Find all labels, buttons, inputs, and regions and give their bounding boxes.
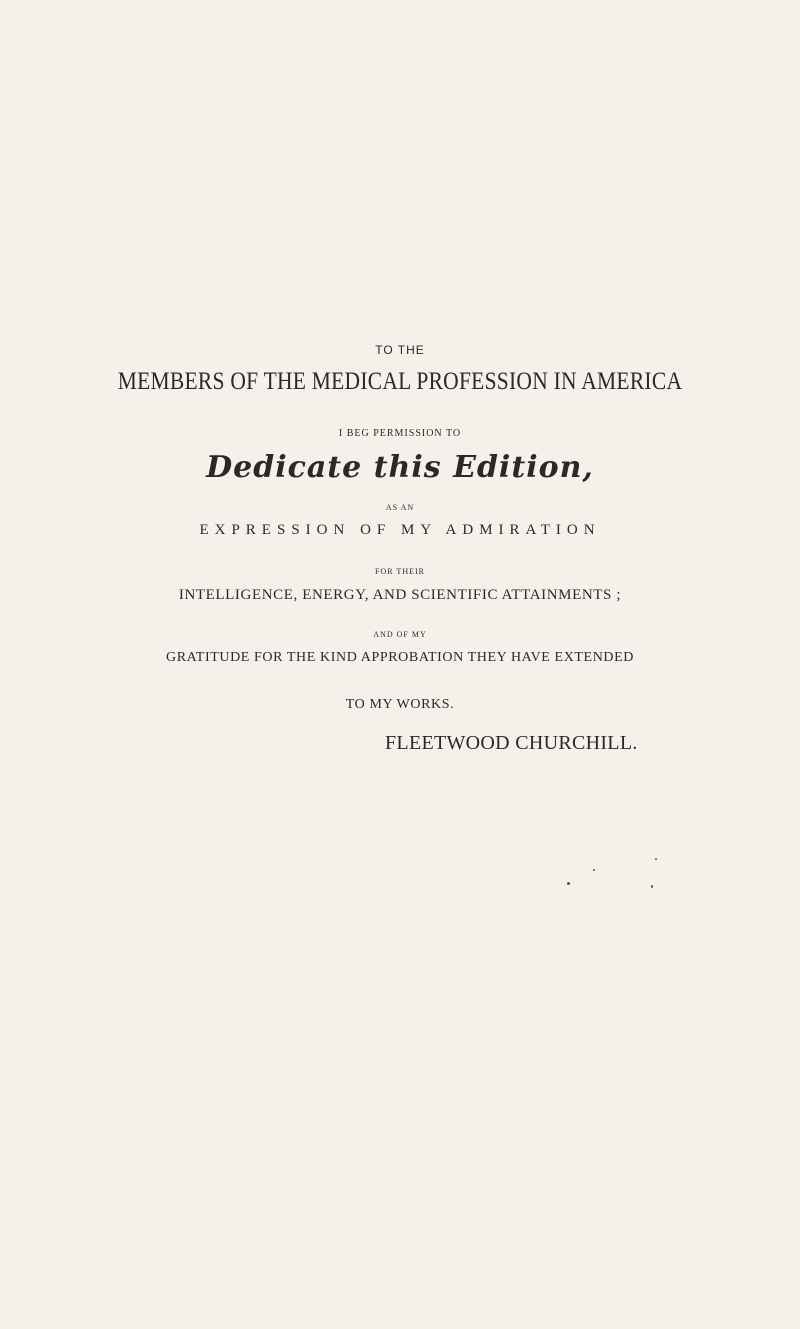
paper-speck — [593, 869, 595, 871]
as-an-line: AS AN — [385, 503, 415, 512]
dedicate-phrase: Dedicate this Edition, — [206, 450, 594, 485]
and-of-my-line: AND OF MY — [373, 630, 427, 639]
to-my-works-line: TO MY WORKS. — [345, 697, 455, 712]
expression-line: EXPRESSION OF MY ADMIRATION — [199, 522, 601, 538]
paper-speck — [655, 858, 657, 860]
paper-speck — [651, 885, 653, 888]
to-the-line: TO THE — [375, 343, 425, 357]
qualities-line: INTELLIGENCE, ENERGY, AND SCIENTIFIC ATTAINMENTS ; — [178, 587, 622, 603]
gratitude-line: GRATITUDE FOR THE KIND APPROBATION THEY HAVE EXTENDED — [165, 650, 634, 665]
paper-speck — [567, 882, 570, 885]
author-signature: FLEETWOOD CHURCHILL. — [385, 732, 638, 754]
recipients-heading: MEMBERS OF THE MEDICAL PROFESSION IN AMERICA — [117, 368, 683, 395]
for-their-line: FOR THEIR — [375, 567, 425, 576]
request-line: I BEG PERMISSION TO — [338, 428, 462, 439]
